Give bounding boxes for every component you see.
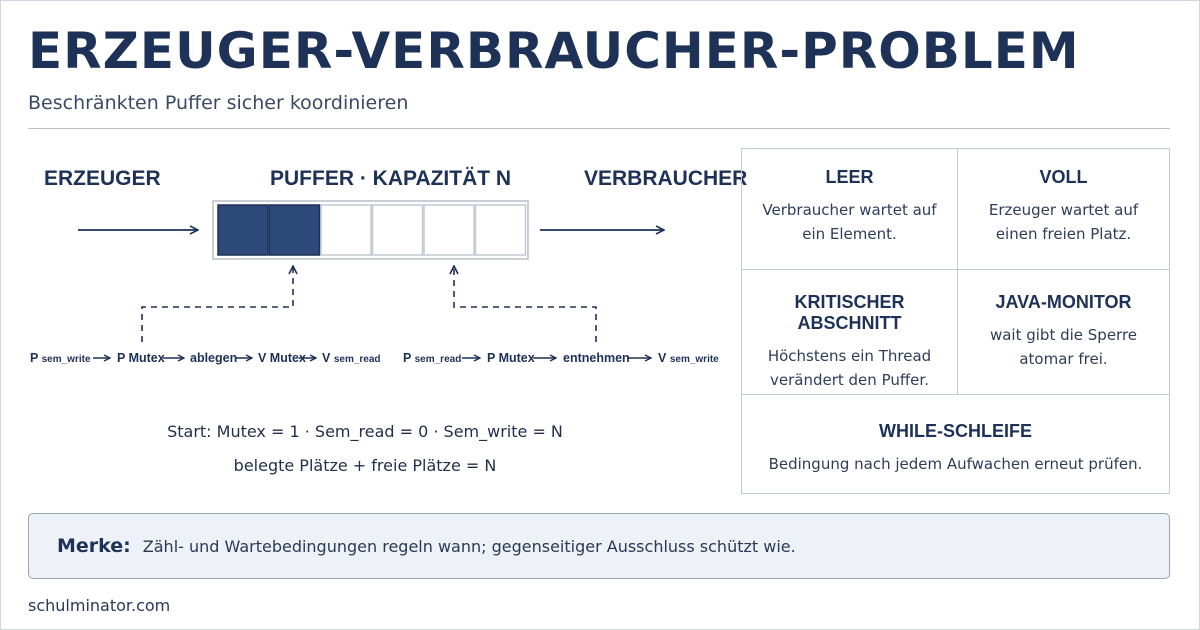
consumer-label: VERBRAUCHER [584,167,748,190]
cell-line: ein Element. [802,225,897,243]
consumer-step-1: P sem_read [403,351,462,365]
cell-voll [958,149,1169,270]
buffer-slot-empty [321,205,371,255]
cell-line: verändert den Puffer. [770,371,929,389]
footer-site: schulminator.com [28,596,171,615]
buffer-label: PUFFER · KAPAZITÄT N [270,167,512,190]
cell-title: WHILE-SCHLEIFE [879,421,1032,441]
cell-title: LEER [825,167,874,187]
buffer-slot-filled [218,205,268,255]
cell-line: Bedingung nach jedem Aufwachen erneut prüfen. [768,455,1143,473]
cell-title: JAVA-MONITOR [995,292,1132,312]
producer-label: ERZEUGER [44,167,161,190]
producer-step-4: V Mutex [258,351,306,365]
producer-dashed-connector [142,266,293,342]
initial-values: Start: Mutex = 1 · Sem_read = 0 · Sem_write = N [167,422,563,441]
invariant-text: belegte Plätze + freie Plätze = N [233,456,497,475]
cell-java-monitor [958,270,1169,395]
cell-kritischer-abschnitt [742,270,958,395]
cell-line: einen freien Platz. [995,225,1132,243]
cell-line: Erzeuger wartet auf [988,201,1139,219]
cell-title: VOLL [1039,167,1088,187]
cell-leer [742,149,958,270]
cell-while-schleife [742,395,1169,492]
buffer-slot-empty [373,205,423,255]
cell-title: KRITISCHER ABSCHNITT [794,292,905,333]
cell-line: Verbraucher wartet auf [762,201,937,219]
note-keyword: Merke: [57,535,131,557]
condition-grid [741,148,1170,494]
producer-step-2: P Mutex [117,351,165,365]
producer-step-5: V sem_read [322,351,381,365]
producer-step-1: P sem_write [30,351,91,365]
note-text: Zähl- und Wartebedingungen regeln wann; gegenseitiger Ausschluss schützt wie. [142,536,796,556]
buffer-slot-empty [424,205,474,255]
buffer-slots [218,205,526,255]
consumer-step-3: entnehmen [563,351,630,365]
buffer-slot-empty [476,205,526,255]
producer-flow [30,351,381,365]
cell-line: wait gibt die Sperre [989,326,1138,344]
consumer-flow [403,351,719,365]
producer-step-3: ablegen [190,351,238,365]
cell-line: atomar frei. [1019,350,1108,368]
merke-box [28,513,1170,579]
consumer-step-2: P Mutex [487,351,535,365]
consumer-dashed-connector [454,266,596,342]
consumer-step-4: V sem_write [658,351,719,365]
page-subtitle: Beschränkten Puffer sicher koordinieren [28,92,409,114]
page-title: ERZEUGER-VERBRAUCHER-PROBLEM [28,22,1080,80]
cell-line: Höchstens ein Thread [767,347,932,365]
buffer-slot-filled [270,205,320,255]
